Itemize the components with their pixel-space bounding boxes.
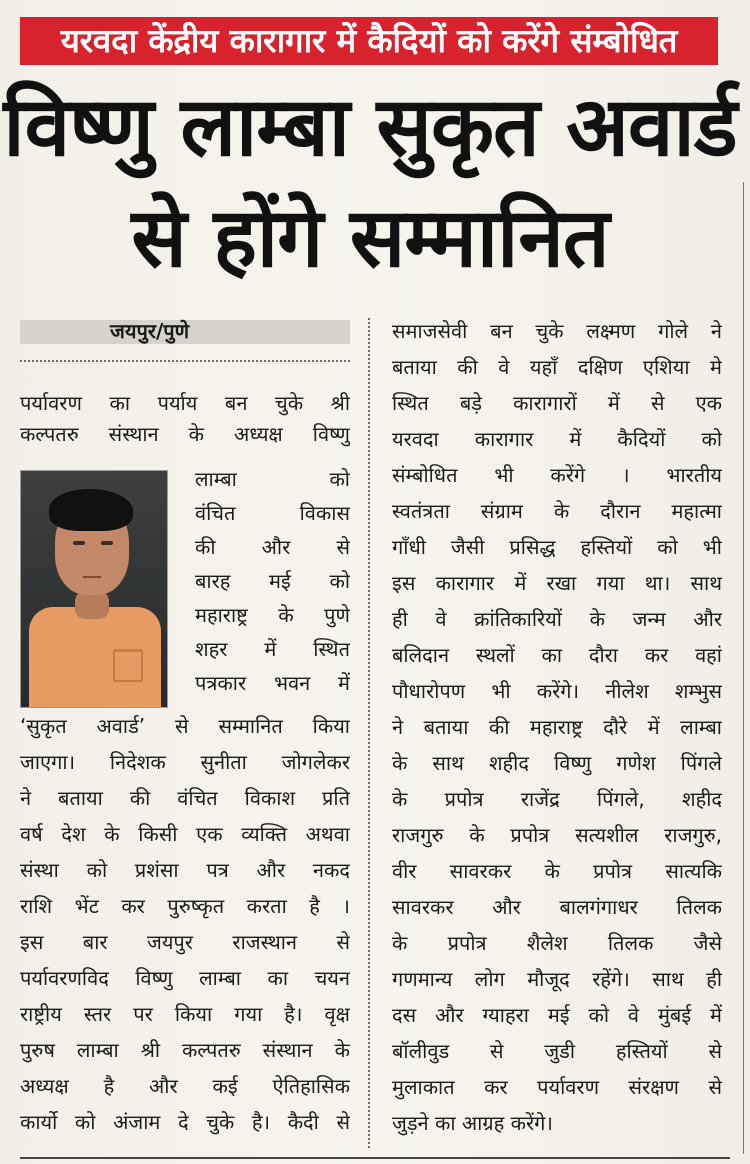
right-body-line: इस कारागार में रखा गया था। साथ <box>392 571 722 595</box>
photo-neck <box>75 591 109 619</box>
left-body-line: इस बार जयपुर राजस्थान से <box>20 930 350 954</box>
left-wrap-line: वंचित विकास <box>195 501 350 525</box>
left-intro-line: पर्यावरण का पर्याय बन चुके श्री <box>20 391 350 415</box>
right-body-line: सावरकर और बालगंगाधर तिलक <box>392 895 722 919</box>
page-edge-line <box>743 182 744 1154</box>
kicker-banner: यरवदा केंद्रीय कारागार में कैदियों को करेंगे संम्बोधित <box>20 17 718 65</box>
right-body-line: स्वतंत्रता संग्राम के दौरान महात्मा <box>392 499 722 523</box>
left-wrap-line: पत्रकार भवन में <box>195 671 350 695</box>
right-body-line: गणमान्य लोग मौजूद रहेंगे। साथ ही <box>392 967 722 991</box>
right-body-line: संम्बोधित भी करेंगे । भारतीय <box>392 463 722 487</box>
right-body-line: यरवदा कारागार में कैदियों को <box>392 427 722 451</box>
right-body-line: के प्रपोत्र शैलेश तिलक जैसे <box>392 931 722 955</box>
left-body-line: वर्ष देश के किसी एक व्यक्ति अथवा <box>20 822 350 846</box>
right-body-line: ही वे क्रांतिकारियों के जन्म और <box>392 607 722 631</box>
dateline: जयपुर/पुणे <box>110 319 190 343</box>
left-wrap-line: की और से <box>195 535 350 559</box>
left-body-line: संस्था को प्रशंसा पत्र और नकद <box>20 858 350 882</box>
right-body-line: जुड़ने का आग्रह करेंगे। <box>392 1111 553 1135</box>
left-body-line: पुरुष लाम्बा श्री कल्पतरु संस्थान के <box>20 1038 350 1062</box>
left-body-line: ने बताया की वंचित विकाश प्रति <box>20 786 350 810</box>
right-body-line: ने बताया की महाराष्ट्र दौरे में लाम्बा <box>392 715 722 739</box>
right-body-line: गाँधी जैसी प्रसिद्ध हस्तियों को भी <box>392 535 722 559</box>
right-body-line: पौधारोपण भी करेंगे। नीलेश शम्भुस <box>392 679 722 703</box>
right-body-line: के प्रपोत्र राजेंद्र पिंगले, शहीद <box>392 787 722 811</box>
left-body-line: अध्यक्ष है और कई ऐतिहासिक <box>20 1074 350 1098</box>
left-body-line: जाएगा। निदेशक सुनीता जोगलेकर <box>20 750 350 774</box>
photo-eye-left <box>73 541 85 545</box>
page-bottom-rule <box>20 1157 730 1159</box>
right-body-line: स्थित बड़े कारागारों में से एक <box>392 391 722 415</box>
column-divider <box>368 318 370 1148</box>
right-body-line: बलिदान स्थलों का दौरा कर वहां <box>392 643 722 667</box>
photo-hair <box>49 489 133 531</box>
left-wrap-line: महाराष्ट्र के पुणे <box>195 603 350 627</box>
photo-eye-right <box>101 541 113 545</box>
left-body-line: ‘सुकृत अवार्ड’ से सम्मानित किया <box>20 714 350 738</box>
portrait-photo <box>20 470 168 708</box>
right-body-line: समाजसेवी बन चुके लक्ष्मण गोले ने <box>392 319 722 343</box>
left-wrap-line: शहर में स्थित <box>195 637 350 661</box>
left-wrap-line: बारह मई को <box>195 569 350 593</box>
photo-pocket <box>113 649 143 682</box>
photo-mouth <box>83 576 101 578</box>
left-body-line: राष्ट्रीय स्तर पर किया गया है। वृक्ष <box>20 1002 350 1026</box>
dateline-separator <box>20 360 350 362</box>
headline-line-2: से होंगे सम्मानित <box>131 191 609 286</box>
left-intro-line: कल्पतरु संस्थान के अध्यक्ष विष्णु <box>20 422 350 446</box>
left-body-line: कार्यो को अंजाम दे चुके है। कैदी से <box>20 1110 350 1134</box>
left-body-line: राशि भेंट कर पुरुष्कृत करता है । <box>20 894 350 918</box>
right-body-line: के साथ शहीद विष्णु गणेश पिंगले <box>392 751 722 775</box>
headline-line-1: विष्णु लाम्बा सुकृत अवार्ड <box>3 80 737 175</box>
right-body-line: वीर सावरकर के प्रपोत्र सात्यकि <box>392 859 722 883</box>
right-body-line: दस और ग्याहरा मई को वे मुंबई में <box>392 1003 722 1027</box>
left-body-line: पर्यावरणविद विष्णु लाम्बा का चयन <box>20 966 350 990</box>
right-body-line: राजगुरु के प्रपोत्र सत्यशील राजगुरु, <box>392 823 722 847</box>
right-body-line: बताया की वे यहाँ दक्षिण एशिया मे <box>392 355 722 379</box>
left-wrap-line: लाम्बा को <box>195 467 350 491</box>
right-body-line: मुलाकात कर पर्यावरण संरक्षण से <box>392 1075 722 1099</box>
right-body-line: बॉलीवुड से जुडी हस्तियों से <box>392 1039 722 1063</box>
